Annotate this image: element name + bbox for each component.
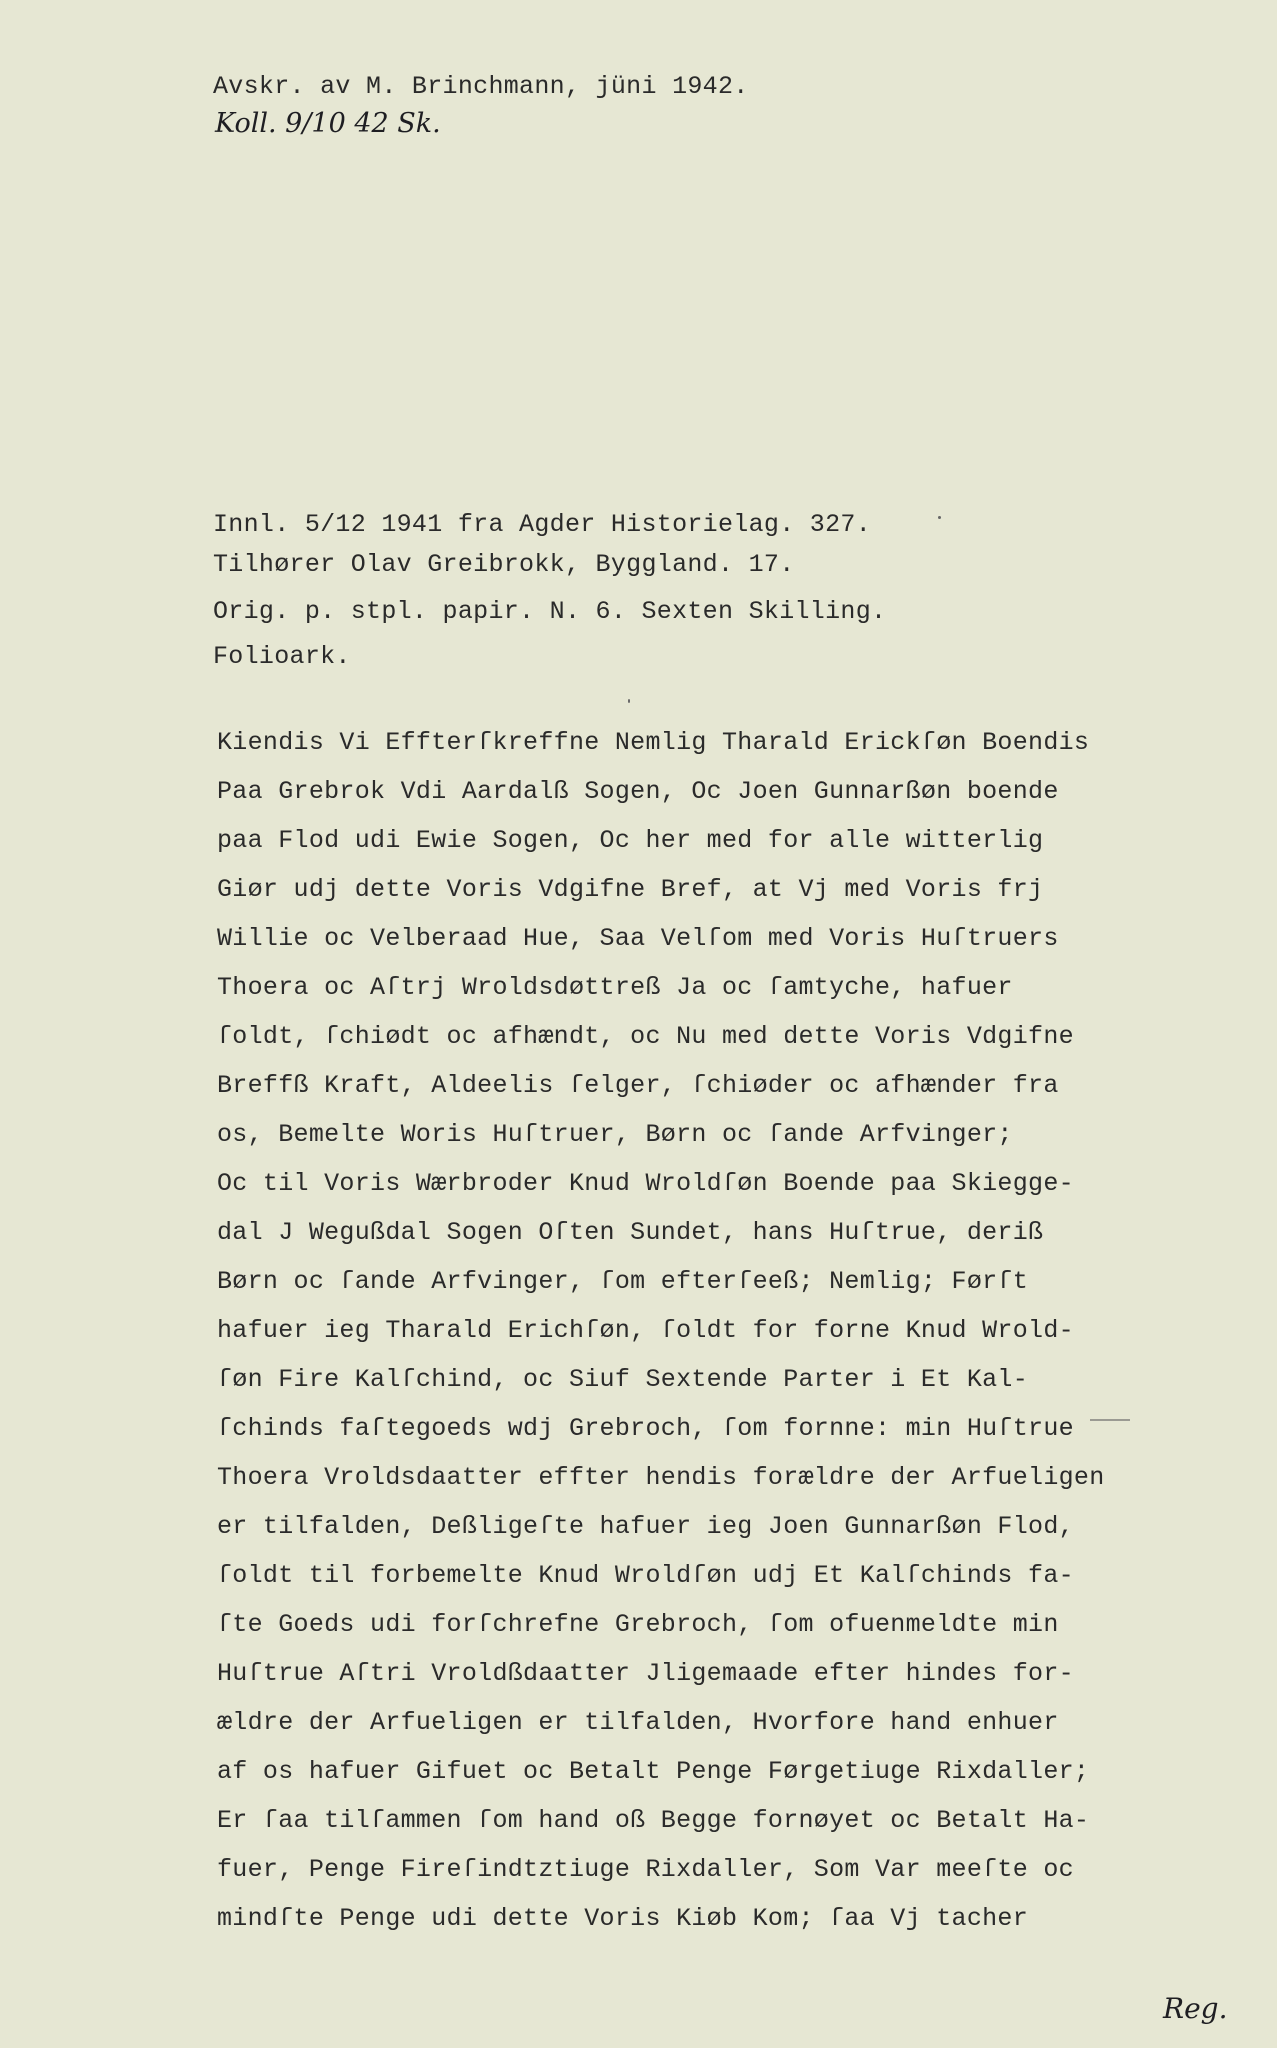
body-line: fuer, Penge Fireſindtztiuge Rixdaller, Som Var meeſte oc [217, 1855, 1074, 1884]
handwritten-collation-note: Koll. 9/10 42 Sk. [215, 108, 441, 139]
body-line: Børn oc ſande Arfvinger, ſom efterſeeß; Nemlig; Førſt [217, 1267, 1029, 1296]
body-line: ſoldt, ſchiødt oc afhændt, oc Nu med dette Voris Vdgifne [217, 1022, 1074, 1051]
body-line: Kiendis Vi Effterſkreffne Nemlig Tharald Erickſøn Boendis [217, 728, 1090, 757]
body-line: hafuer ieg Tharald Erichſøn, ſoldt for forne Knud Wrold- [217, 1316, 1074, 1345]
margin-dash [1090, 1419, 1130, 1421]
provenance-line: Tilhører Olav Greibrokk, Byggland. 17. [213, 550, 795, 579]
stray-dot [628, 699, 630, 703]
body-line: Giør udj dette Voris Vdgifne Bref, at Vj med Voris frj [217, 875, 1044, 904]
transcription-note: Avskr. av M. Brinchmann, jüni 1942. [213, 72, 749, 101]
body-line: Thoera Vroldsdaatter effter hendis forældre der Arfueligen [217, 1463, 1105, 1492]
body-line: ſchinds faſtegoeds wdj Grebroch, ſom fornne: min Huſtrue [217, 1414, 1074, 1443]
body-line: Willie oc Velberaad Hue, Saa Velſom med Voris Huſtruers [217, 924, 1059, 953]
body-line: er tilfalden, Deßligeſte hafuer ieg Joen Gunnarßøn Flod, [217, 1512, 1074, 1541]
body-line: os, Bemelte Woris Huſtruer, Børn oc ſande Arfvinger; [217, 1120, 1013, 1149]
provenance-line: Orig. p. stpl. papir. N. 6. Sexten Skilling. [213, 597, 887, 626]
body-line: dal J Wegußdal Sogen Oſten Sundet, hans Huſtrue, deriß [217, 1218, 1044, 1247]
body-line: af os hafuer Gifuet oc Betalt Penge Førgetiuge Rixdaller; [217, 1757, 1090, 1786]
stray-dot [938, 516, 941, 519]
handwritten-reg-mark: Reg. [1163, 1992, 1228, 2025]
body-line: Huſtrue Aſtri Vroldßdaatter Jligemaade efter hindes for- [217, 1659, 1074, 1688]
provenance-line: Folioark. [213, 642, 351, 671]
body-line: ſøn Fire Kalſchind, oc Siuf Sextende Parter i Et Kal- [217, 1365, 1029, 1394]
body-line: paa Flod udi Ewie Sogen, Oc her med for alle witterlig [217, 826, 1044, 855]
body-line: ſoldt til forbemelte Knud Wroldſøn udj Et Kalſchinds fa- [217, 1561, 1074, 1590]
body-line: Paa Grebrok Vdi Aardalß Sogen, Oc Joen Gunnarßøn boende [217, 777, 1059, 806]
body-line: Thoera oc Aſtrj Wroldsdøttreß Ja oc ſamtyche, hafuer [217, 973, 1013, 1002]
body-line: ſte Goeds udi forſchrefne Grebroch, ſom ofuenmeldte min [217, 1610, 1059, 1639]
body-line: Oc til Voris Wærbroder Knud Wroldſøn Boende paa Skiegge- [217, 1169, 1074, 1198]
body-line: mindſte Penge udi dette Voris Kiøb Kom; ſaa Vj tacher [217, 1904, 1029, 1933]
body-line: ældre der Arfueligen er tilfalden, Hvorfore hand enhuer [217, 1708, 1059, 1737]
body-line: Breffß Kraft, Aldeelis ſelger, ſchiøder oc afhænder fra [217, 1071, 1059, 1100]
provenance-line: Innl. 5/12 1941 fra Agder Historielag. 327. [213, 510, 872, 539]
body-line: Er ſaa tilſammen ſom hand oß Begge fornøyet oc Betalt Ha- [217, 1806, 1090, 1835]
